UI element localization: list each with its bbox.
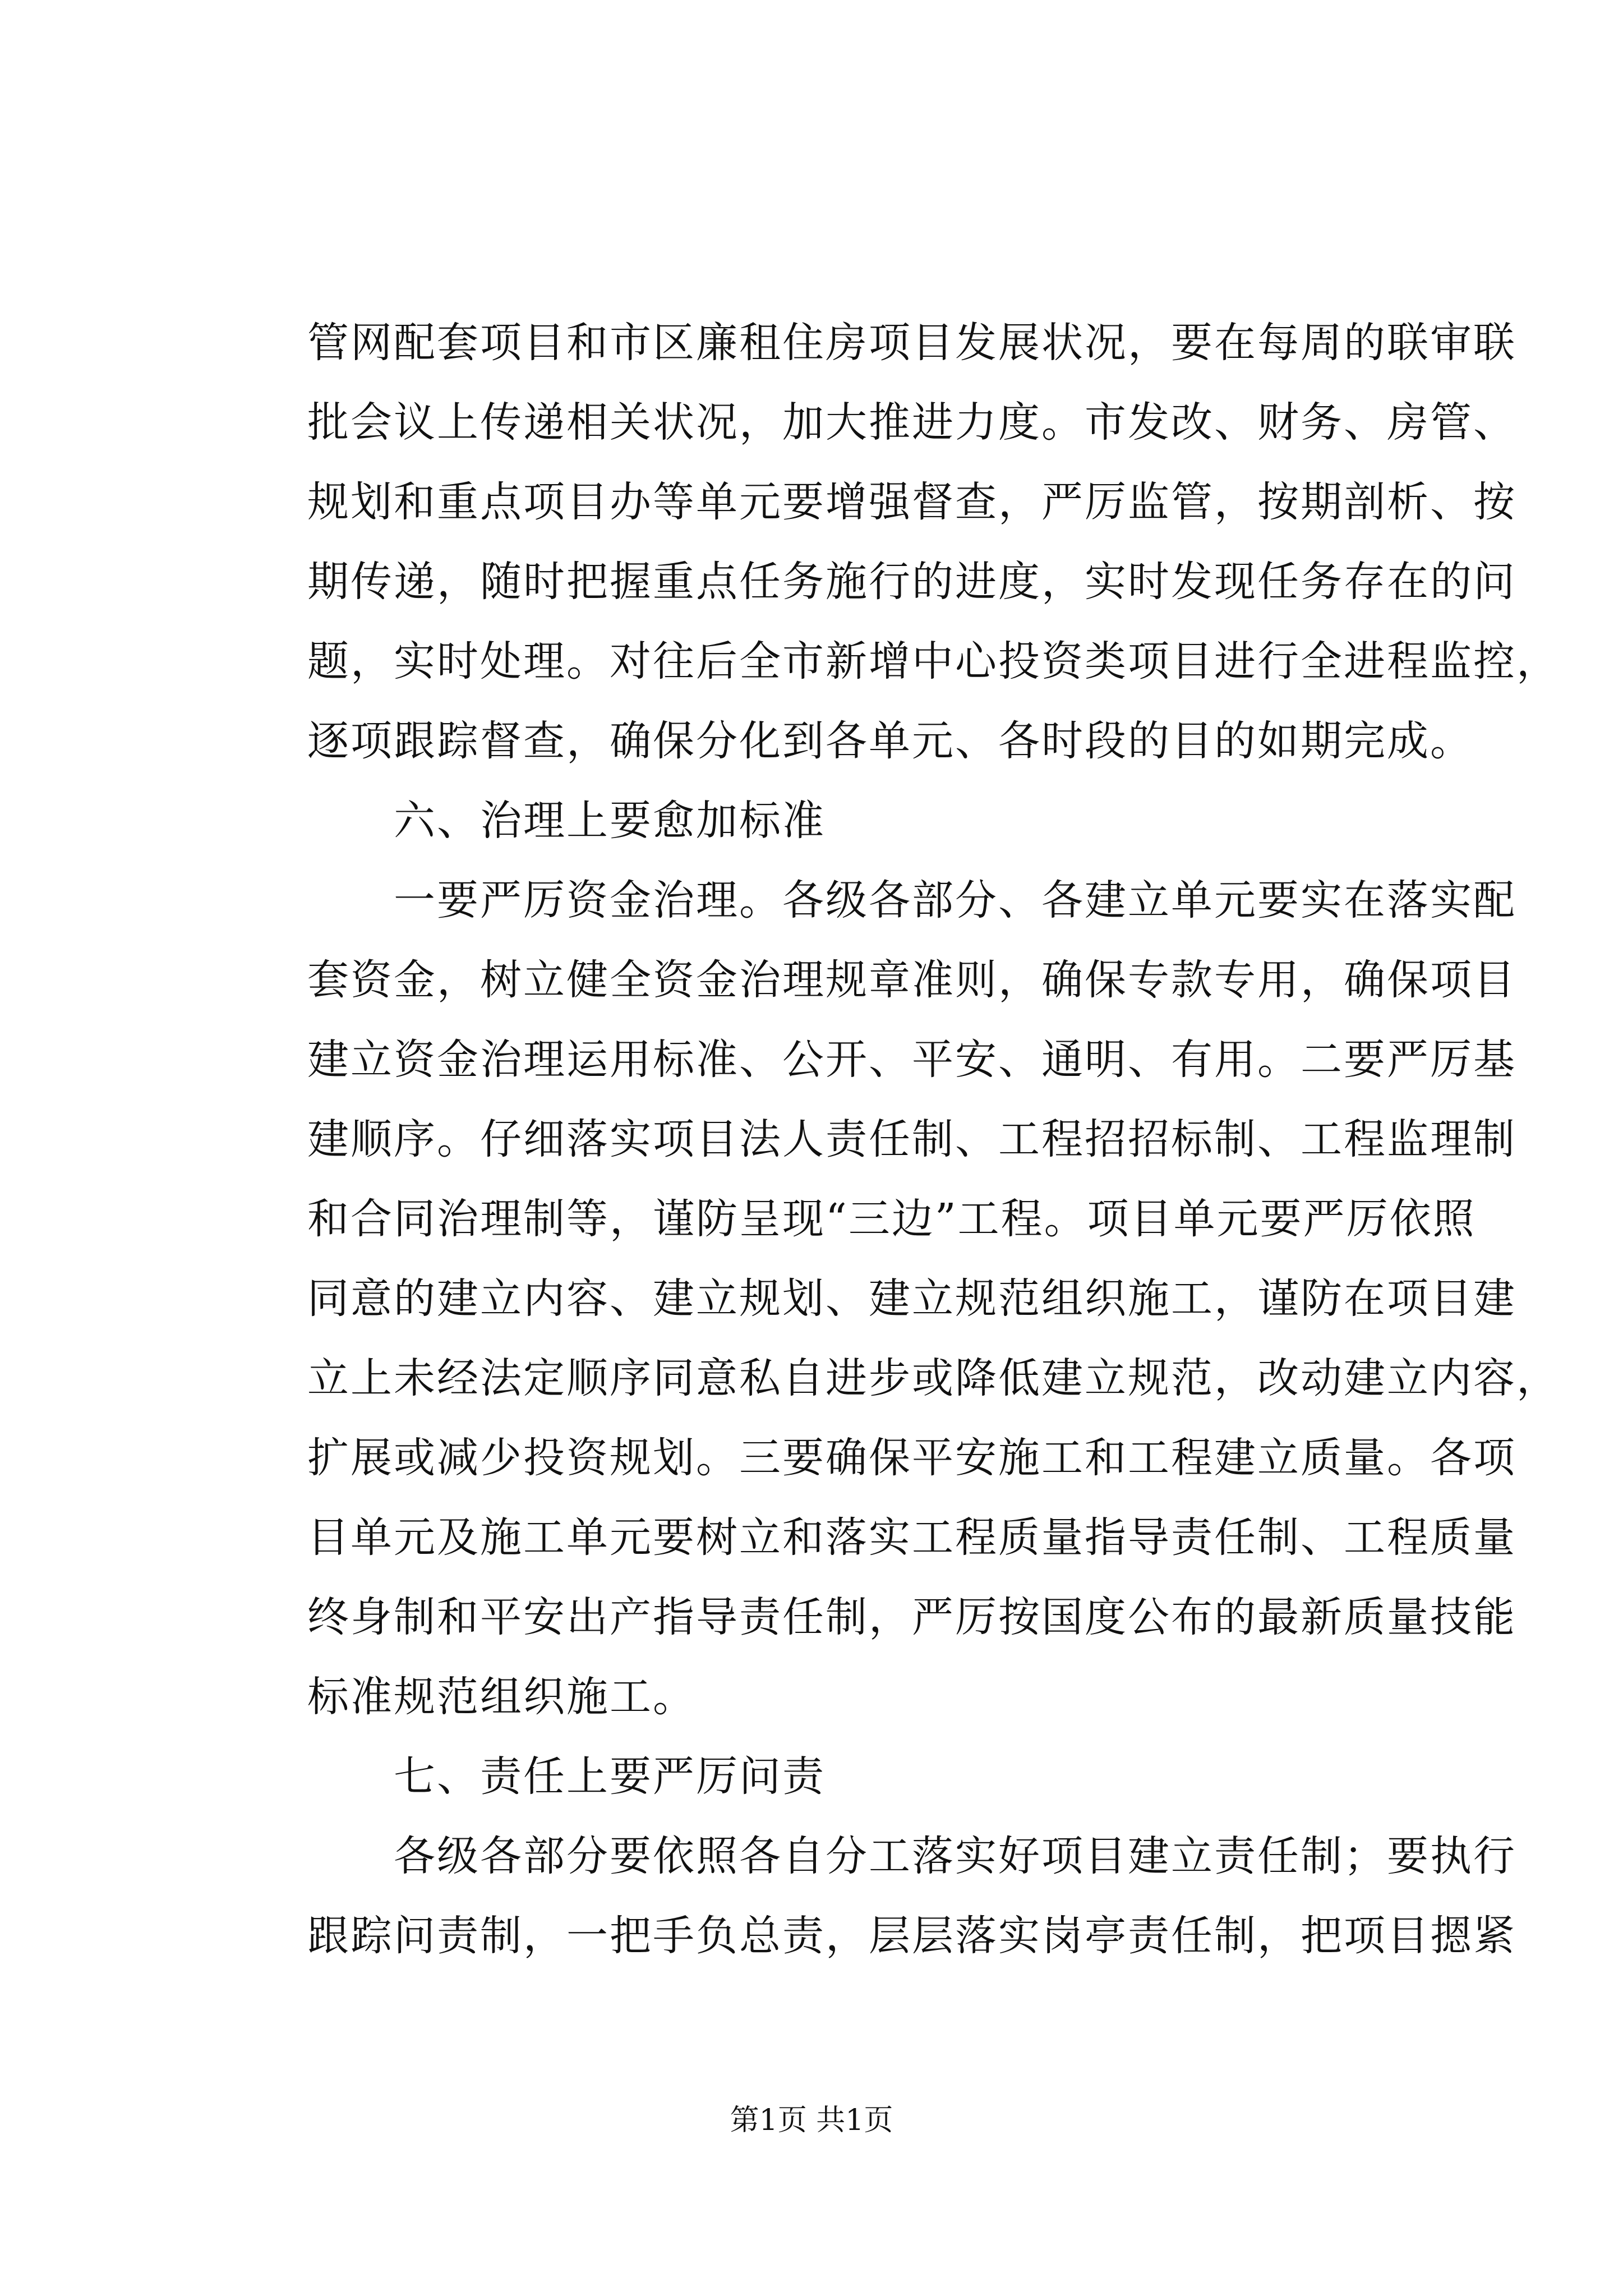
page-footer: 第1页 共1页 <box>730 2104 893 2137</box>
text-line: 跟踪问责制，一把手负总责，层层落实岗亭责任制，把项目摁紧 <box>307 1912 1516 1960</box>
text-line: 题，实时处理。对往后全市新增中心投资类项目进行全进程监控， <box>307 637 1560 685</box>
text-line: 和合同治理制等，谨防呈现“三边”工程。项目单元要严厉依照 <box>307 1195 1476 1243</box>
text-line: 建顺序。仔细落实项目法人责任制、工程招招标制、工程监理制 <box>307 1115 1516 1163</box>
text-line: 终身制和平安出产指导责任制，严厉按国度公布的最新质量技能 <box>307 1593 1516 1641</box>
body-text <box>307 303 1560 1976</box>
text-line: 规划和重点项目办等单元要增强督查，严厉监管，按期剖析、按 <box>307 478 1516 526</box>
text-line: 扩展或减少投资规划。三要确保平安施工和工程建立质量。各项 <box>307 1434 1516 1482</box>
text-line: 套资金，树立健全资金治理规章准则，确保专款专用，确保项目 <box>307 956 1516 1004</box>
text-line: 同意的建立内容、建立规划、建立规范组织施工，谨防在项目建 <box>307 1274 1516 1323</box>
text-line: 逐项跟踪督查，确保分化到各单元、各时段的目的如期完成。 <box>307 717 1473 765</box>
text-line: 建立资金治理运用标准、公开、平安、通明、有用。二要严厉基 <box>307 1036 1516 1084</box>
section-heading-6: 六、治理上要愈加标准 <box>307 797 826 845</box>
text-line: 目单元及施工单元要树立和落实工程质量指导责任制、工程质量 <box>307 1513 1516 1562</box>
text-line: 各级各部分要依照各自分工落实好项目建立责任制；要执行 <box>307 1832 1516 1880</box>
text-line: 批会议上传递相关状况，加大推进力度。市发改、财务、房管、 <box>307 398 1516 447</box>
section-heading-7: 七、责任上要严厉问责 <box>307 1752 826 1801</box>
text-line: 管网配套项目和市区廉租住房项目发展状况，要在每周的联审联 <box>307 319 1516 367</box>
text-line: 期传递，随时把握重点任务施行的进度，实时发现任务存在的问 <box>307 558 1516 606</box>
text-line: 一要严厉资金治理。各级各部分、各建立单元要实在落实配 <box>307 876 1516 924</box>
text-line: 标准规范组织施工。 <box>307 1673 696 1721</box>
text-line: 立上未经法定顺序同意私自进步或降低建立规范，改动建立内容， <box>307 1354 1560 1402</box>
